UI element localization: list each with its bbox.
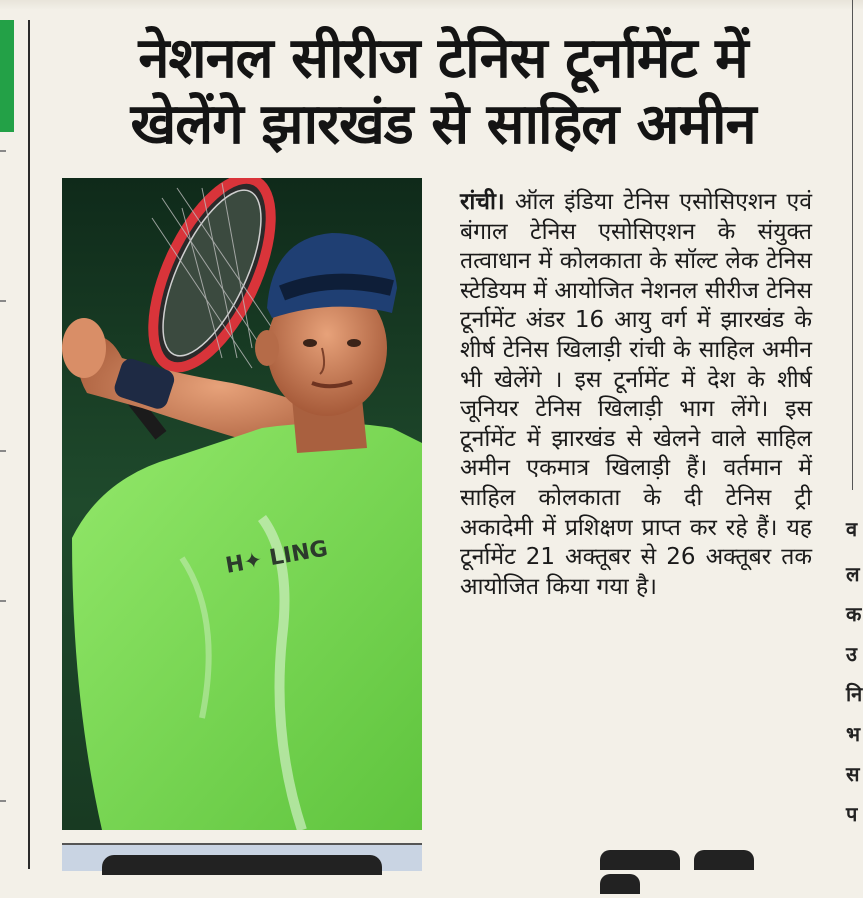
headline-line-1: नेशनल सीरीज टेनिस टूर्नामेंट में	[138, 26, 748, 91]
adjacent-article-fragment: प	[846, 802, 858, 826]
adjacent-article-fragment: स	[846, 762, 860, 786]
article-dateline: रांची।	[460, 189, 505, 215]
player-photo	[62, 178, 422, 830]
headline-line-2: खेलेंगे झारखंड से साहिल अमीन	[130, 92, 756, 157]
adjacent-article-fragment: भ	[846, 722, 861, 746]
adjacent-article-fragment: व	[846, 517, 858, 541]
adjacent-article-fragment: नि	[846, 682, 863, 706]
adjacent-column-mark	[0, 600, 6, 602]
article-headline	[48, 26, 838, 158]
adjacent-column-mark	[0, 450, 6, 452]
article-body	[460, 188, 812, 602]
adjacent-article-fragment: ल	[846, 562, 860, 586]
page-top-edge	[0, 0, 863, 10]
adjacent-column-mark	[0, 300, 6, 302]
svg-text:H✦ LING: H✦ LING	[223, 536, 330, 579]
next-article-headline-fragment	[102, 855, 382, 875]
section-color-tab	[0, 20, 14, 132]
next-article-headline-right	[600, 850, 820, 870]
adjacent-article-fragment: उ	[846, 642, 857, 666]
column-divider-right	[852, 0, 853, 490]
column-divider-left	[28, 20, 30, 869]
next-article-box	[62, 843, 422, 871]
adjacent-column-mark	[0, 800, 6, 802]
adjacent-article-fragment: क	[846, 602, 862, 626]
adjacent-column-mark	[0, 150, 6, 152]
article-text: ऑल इंडिया टेनिस एसोसिएशन एवं बंगाल टेनिस एसोसिएशन के संयुक्त तत्वाधान में कोलकाता के सॉल्ट लेक टेनिस स्टेडियम में आयोजित नेशनल सीरीज टेनिस टूर्नामेंट अंडर 16 आयु वर्ग में झारखंड के शीर्ष टेनिस खिलाड़ी रांची के साहिल अमीन भी खेलेंगे । इस टूर्नामेंट में देश के शीर्ष जूनियर टेनिस खिलाड़ी भाग लेंगे। इस टूर्नामेंट में झारखंड से खेलने वाले साहिल अमीन एकमात्र खिलाड़ी हैं। वर्तमान में साहिल कोलकाता के दी टेनिस ट्री अकादेमी में प्रशिक्षण प्राप्त कर रहे हैं। यह टूर्नामेंट 21 अक्तूबर से 26 अक्तूबर तक आयोजित किया गया है।	[460, 189, 812, 600]
